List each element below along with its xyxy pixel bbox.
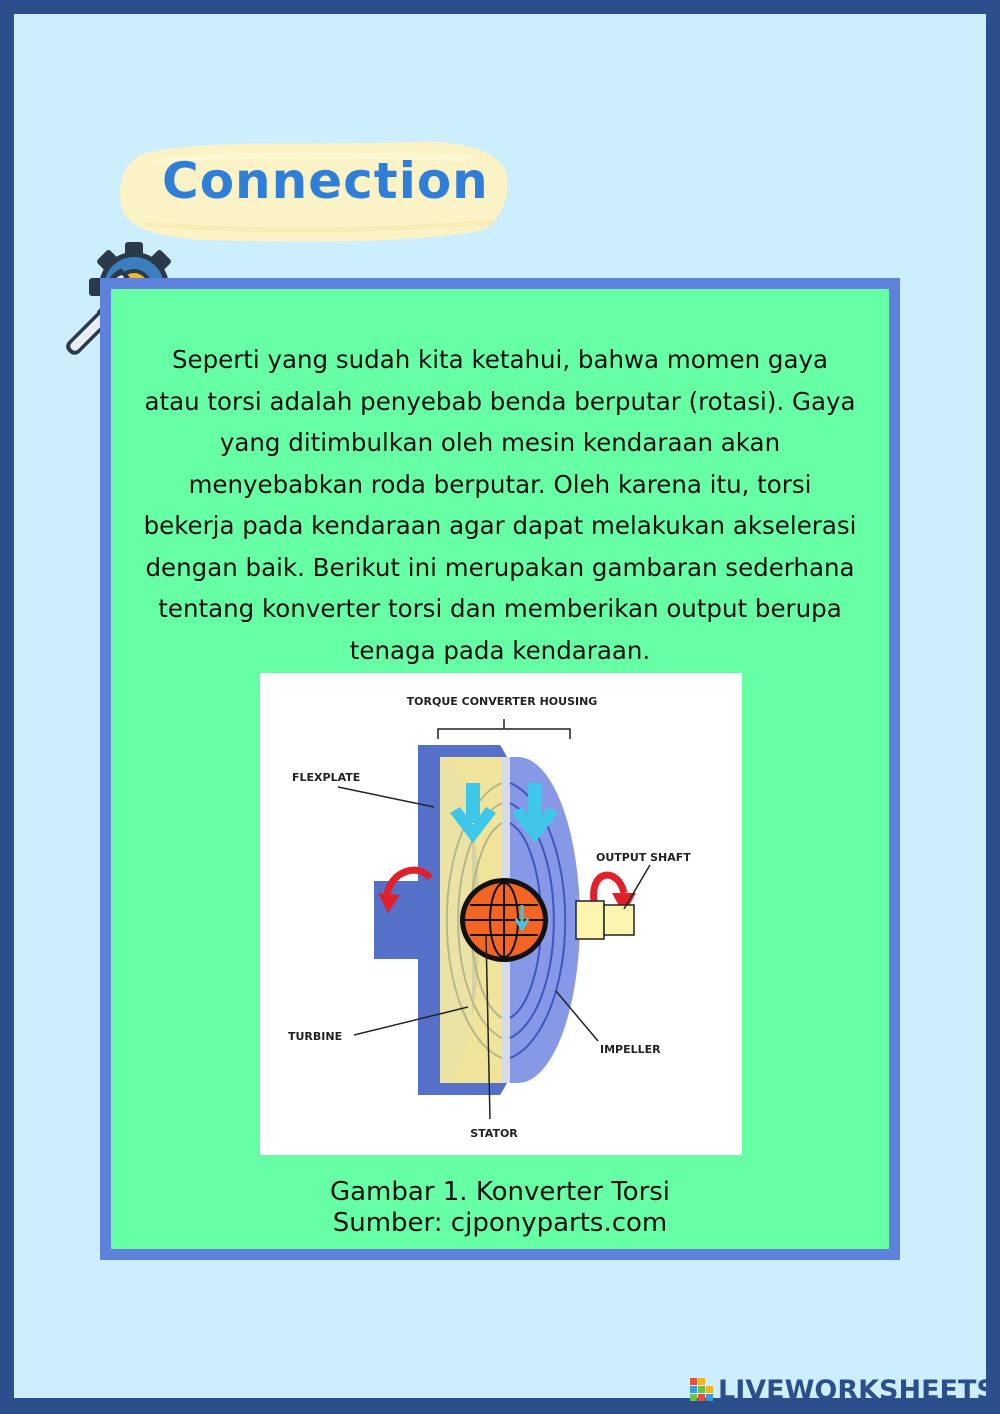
torque-converter-diagram <box>260 673 742 1155</box>
label-stator: STATOR <box>470 1127 518 1140</box>
intro-paragraph: Seperti yang sudah kita ketahui, bahwa momen gaya atau torsi adalah penyebab benda berputar (rotasi). Gaya yang ditimbulkan oleh mesin kendaraan akan menyebabkan roda berputar. Oleh karena itu, torsi bekerja pada kendaraan agar dapat melakukan akselerasi dengan baik. Berikut ini merupakan gambaran sederhana tentang konverter torsi dan memberikan output berupa tenaga pada kendaraan. <box>143 345 857 665</box>
label-output-shaft: OUTPUT SHAFT <box>596 851 691 864</box>
label-housing: TORQUE CONVERTER HOUSING <box>406 695 598 708</box>
content-panel-inner <box>111 289 889 1249</box>
label-impeller: IMPELLER <box>600 1043 661 1056</box>
housing-bracket <box>438 729 570 739</box>
input-hub <box>374 881 424 959</box>
watermark-text: LIVEWORKSHEETS <box>718 1374 996 1406</box>
caption-source: Sumber: cjponyparts.com <box>332 1208 668 1238</box>
figure-caption <box>111 1177 889 1239</box>
caption-title: Gambar 1. Konverter Torsi <box>329 1177 671 1207</box>
content-panel <box>100 278 900 1260</box>
label-flexplate: FLEXPLATE <box>292 771 361 784</box>
watermark <box>690 1374 996 1406</box>
liveworksheets-logo-icon <box>690 1378 714 1402</box>
output-shaft-block <box>576 901 604 939</box>
page-title: Connection <box>162 152 489 210</box>
worksheet-page <box>14 14 986 1398</box>
torque-converter-figure <box>260 673 742 1155</box>
label-turbine: TURBINE <box>288 1030 343 1043</box>
